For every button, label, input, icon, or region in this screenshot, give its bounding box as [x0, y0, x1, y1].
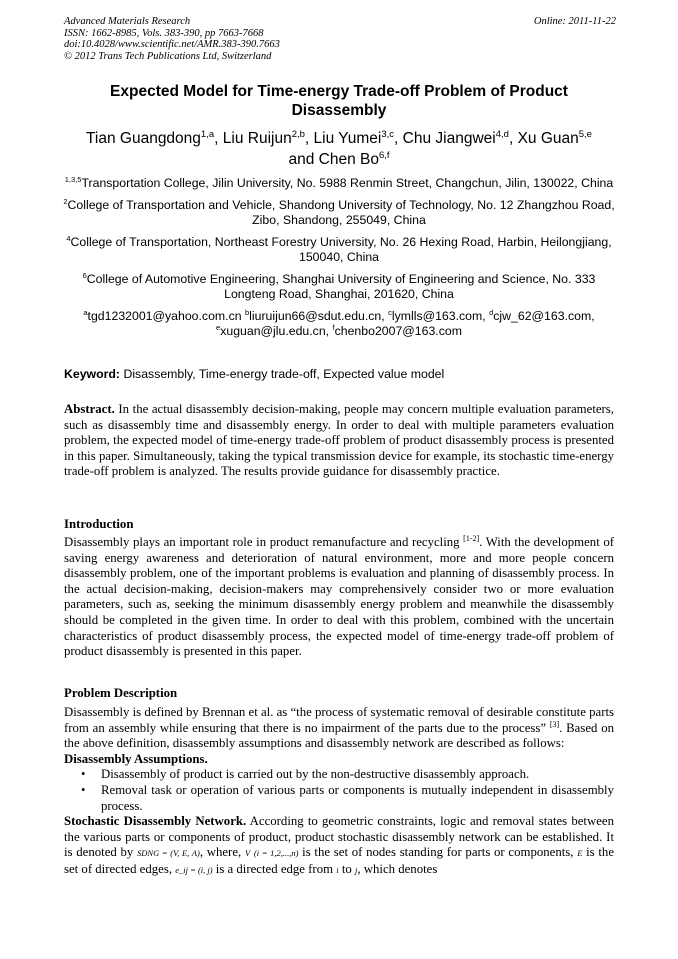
math-v: V [244, 848, 251, 859]
affiliations [62, 176, 616, 340]
author: Liu Yumei$^{3,c}$, [313, 129, 403, 147]
keyword-text: Disassembly, Time-energy trade-off, Expected value model [120, 367, 445, 381]
affiliation: $^2$College of Transportation and Vehicle, Shandong University of Technology, No. 12 Zhangzhou Road, Zibo, Shandong, 255049, China [63, 196, 615, 227]
paper-title: Expected Model for Time-energy Trade-off Problem of Product Disassembly [110, 83, 568, 119]
abstract-label: Abstract. [64, 402, 115, 416]
section-heading-introduction: Introduction [64, 517, 134, 531]
journal-doi[interactable]: doi:10.4028/www.scientific.net/AMR.383-390.7663 [64, 39, 280, 50]
math-e: E [577, 848, 583, 859]
subheading-assumptions: Disassembly Assumptions. [64, 751, 208, 766]
author: Xu Guan$^{5,e}$ [517, 129, 592, 147]
email-list [62, 309, 616, 340]
online-date: Online: 2011-11-22 [533, 16, 616, 27]
journal-name: Advanced Materials Research [64, 16, 191, 27]
citation[interactable]: [3] [549, 719, 560, 729]
introduction-paragraph: Disassembly plays an important role in product remanufacture and recycling [1-2]. With the development of saving energy awareness and deterioration of natural environment, more and more people concern disassembly problem, one of the important problems is evaluation and planning of disassembly process. In the actual decision-making, decision-makers may comprehensively consider two or more evaluation parameters, such as, seeking the minimum disassembly energy problem and meanwhile the disassembly should be completed in the given time. In order to deal with this problem, combined with the uncertain characteristics of product disassembly process, the expected model of time-energy trade-off problem of product disassembly is presented in this paper. [64, 534, 615, 659]
math-i: i [336, 864, 339, 875]
email-link[interactable]: $^d$cjw_62@163.com, [489, 307, 595, 323]
author: Tian Guangdong$^{1,a}$, [86, 129, 223, 147]
math-eij: e_ij = (i, j) [175, 864, 213, 875]
keyword-label: Keyword: [64, 367, 121, 381]
section-heading-problem-description: Problem Description [64, 686, 178, 700]
math-index: (i = 1,2,...,n) [253, 848, 299, 859]
citation[interactable]: [1-2] [463, 534, 480, 543]
author: Liu Ruijun$^{2,b}$, [222, 129, 314, 147]
author: Chu Jiangwei$^{4,d}$, [402, 129, 518, 147]
problem-paragraph: Disassembly is defined by Brennan et al. as “the process of systematic removal of desirable constitute parts from an assembly while ensuring that there is no impairment of the parts due to the process” [3]. Based on the above definition, disassembly assumptions and disassembly network are described as follows: [64, 705, 614, 751]
keywords [64, 367, 616, 382]
math-j: j [354, 864, 358, 875]
email-link[interactable]: $^c$lymlls@163.com, [388, 307, 486, 323]
affiliation: $^6$College of Automotive Engineering, Shanghai University of Engineering and Science, No. 333 Longteng Road, Shanghai, 201620, China [82, 270, 596, 301]
abstract-text: In the actual disassembly decision-making, people may concern multiple evaluation parameters, such as disassembly time and disassembly energy. In order to deal with multiple parameters evaluation problem, the expected model of time-energy trade-off problem of product disassembly process is presented in this paper. Simultaneously, taking the typical transmission device for example, its stochastic time-energy trade-off problem is analyzed. The results provide guidance for disassembly practice. [64, 402, 614, 479]
affiliation: $^{1,3,5}$Transportation College, Jilin University, No. 5988 Renmin Street, Changchun, Jilin, 130022, China [64, 175, 614, 190]
author-list [60, 128, 618, 170]
email-link[interactable]: $^e$xuguan@jlu.edu.cn, [216, 323, 330, 338]
email-link[interactable]: $^b$liuruijun66@sdut.edu.cn, [244, 307, 385, 323]
network-paragraph: Stochastic Disassembly Network. According to geometric constraints, logic and removal states between the various parts or components of product, product stochastic disassembly network can be established. It is denoted by SDNG = (V, E, A), where, V (i = 1,2,...,n) is the set of nodes standing for parts or components, E is the set of directed edges, e_ij = (i, j) is a directed edge from i to j, which denotes [64, 814, 615, 876]
journal-header [64, 16, 616, 62]
journal-copyright: © 2012 Trans Tech Publications Ltd, Switzerland [64, 50, 272, 62]
email-link[interactable]: $^a$tgd1232001@yahoo.com.cn [83, 307, 242, 323]
abstract [64, 402, 614, 480]
author: and Chen Bo$^{6,f}$ [288, 150, 390, 168]
affiliation: $^4$College of Transportation, Northeast Forestry University, No. 26 Hexing Road, Harbin, Heilongjiang, 150040, China [66, 233, 612, 264]
email-link[interactable]: $^f$chenbo2007@163.com [332, 323, 462, 338]
assumption-list [64, 767, 614, 814]
journal-issn: ISSN: 1662-8985, Vols. 383-390, pp 7663-7668 [64, 27, 264, 39]
subheading-network: Stochastic Disassembly Network. [64, 814, 247, 829]
math-sdng: SDNG = (V, E, A) [137, 848, 200, 859]
list-item: • Removal task or operation of various parts or components is mutually independent in disassembly process. [64, 783, 614, 814]
problem-description-body [64, 705, 614, 879]
list-item: • Disassembly of product is carried out by the non-destructive disassembly approach. [64, 767, 614, 783]
